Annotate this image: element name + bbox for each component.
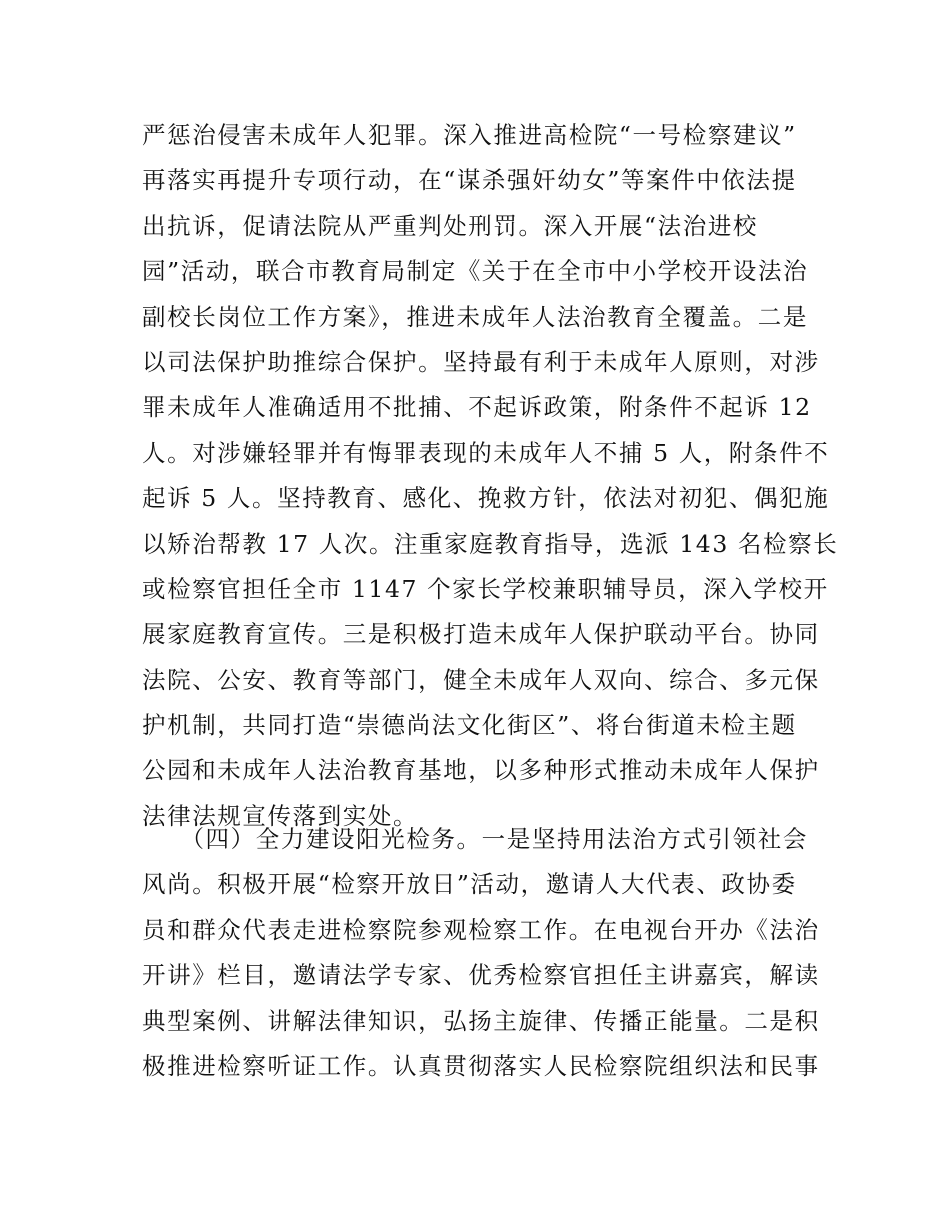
text-line: 展家庭教育宣传。三是积极打造未成年人保护联动平台。协同 [142,620,820,649]
text-line: 护机制，共同打造“崇德尚法文化街区”、将台街道未检主题 [142,711,797,740]
text-line: 或检察官担任全市 1147 个家长学校兼职辅导员，深入学校开 [142,574,829,603]
paragraph-1 [142,113,839,839]
text-line: 员和群众代表走进检察院参观检察工作。在电视台开办《法治 [142,915,820,944]
paragraph-2 [142,817,832,1089]
text-line: 以司法保护助推综合保护。坚持最有利于未成年人原则，对涉 [142,347,820,376]
text-line: 极推进检察听证工作。认真贯彻落实人民检察院组织法和民事 [142,1051,820,1080]
text-line: 以矫治帮教 17 人次。注重家庭教育指导，选派 143 名检察长 [142,529,839,558]
text-line: 典型案例、讲解法律知识，弘扬主旋律、传播正能量。二是积 [142,1006,820,1035]
text-line: 风尚。积极开展“检察开放日”活动，邀请人大代表、政协委 [142,870,797,899]
text-line: 起诉 5 人。坚持教育、感化、挽救方针，依法对初犯、偶犯施 [142,484,830,513]
text-line: 人。对涉嫌轻罪并有悔罪表现的未成年人不捕 5 人，附条件不 [142,438,830,467]
text-line: 法院、公安、教育等部门，健全未成年人双向、综合、多元保 [142,665,820,694]
text-line: 法律法规宣传落到实处。 [142,801,419,830]
text-line: 开讲》栏目，邀请法学专家、优秀检察官担任主讲嘉宾，解读 [142,961,820,990]
text-line: 园”活动，联合市教育局制定《关于在全市中小学校开设法治 [142,257,809,286]
text-line: （四）全力建设阳光检务。一是坚持用法治方式引领社会 [142,825,808,853]
text-line: 再落实再提升专项行动，在“谋杀强奸幼女”等案件中依法提 [142,166,797,195]
text-line: 罪未成年人准确适用不批捕、不起诉政策，附条件不起诉 12 [142,393,812,422]
text-line: 严惩治侵害未成年人犯罪。深入推进高检院“一号检察建议” [142,121,797,149]
text-line: 出抗诉，促请法院从严重判处刑罚。深入开展“法治进校 [142,211,759,240]
text-line: 副校长岗位工作方案》，推进未成年人法治教育全覆盖。二是 [142,302,808,331]
text-line: 公园和未成年人法治教育基地，以多种形式推动未成年人保护 [142,756,820,785]
